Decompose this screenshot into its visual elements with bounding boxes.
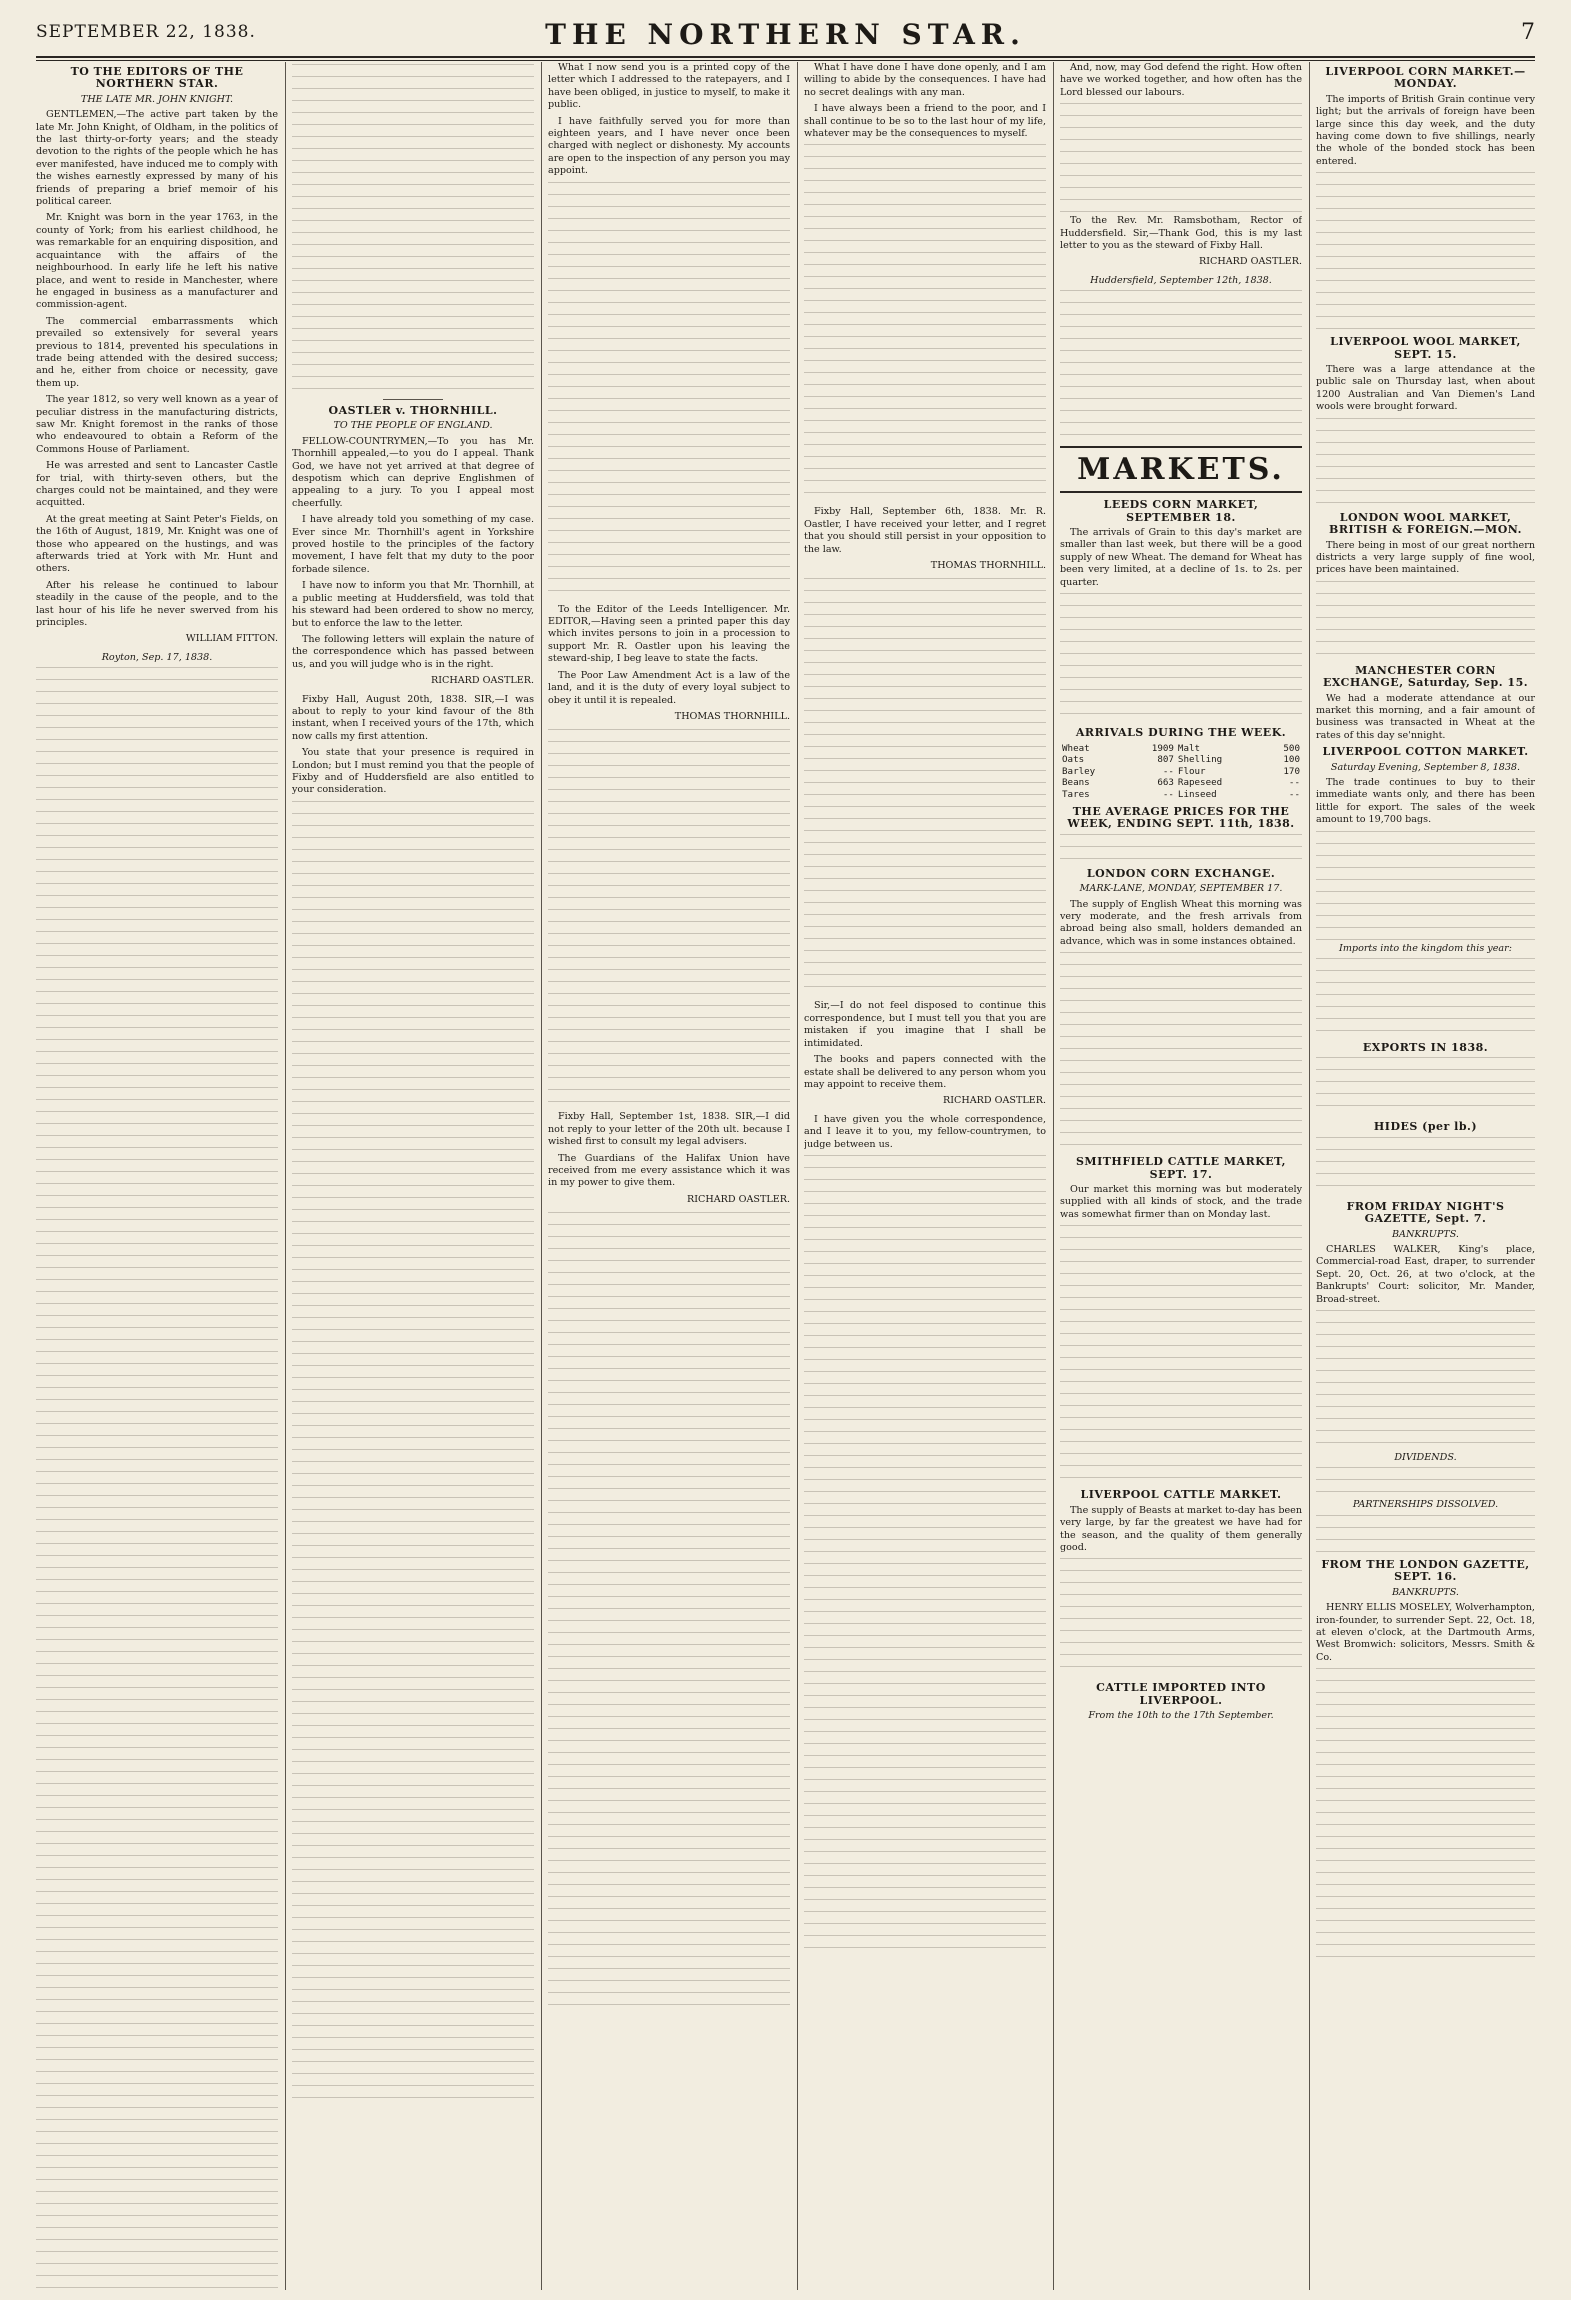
section-heading: LIVERPOOL CORN MARKET.—MONDAY. [1325, 65, 1526, 91]
body-text-block [1316, 172, 1535, 332]
paragraph: CHARLES WALKER, King's place, Commercial-road East, draper, to surrender Sept. 20, Oct. 26, at two o'clock, at the Bankrupts' Court: solicitor, Mr. Mander, Broad-street. [1316, 1244, 1535, 1305]
paragraph: Fixby Hall, August 20th, 1838. SIR,—I was about to reply to your kind favour of the 8th instant, when I received yours of the 17th, which now calls my first attention. [292, 693, 534, 742]
paragraph: Sir,—I do not feel disposed to continue this correspondence, but I must tell you that you are mistaken if you imagine that I shall be intimidated. [804, 1000, 1046, 1049]
dateline: Royton, Sep. 17, 1838. [101, 651, 213, 663]
paragraph: Fixby Hall, September 1st, 1838. SIR,—I did not reply to your letter of the 20th ult. because I wished first to consult my legal advisers. [548, 1111, 790, 1148]
paragraph: The following letters will explain the nature of the correspondence which has passed between us, and you will judge who is in the right. [292, 633, 534, 670]
paragraph: And, now, may God defend the right. How often have we worked together, and how often has the Lord blessed our labours. [1060, 62, 1302, 98]
price-list [1316, 1057, 1535, 1117]
price-list [1316, 958, 1535, 1038]
paragraph: We had a moderate attendance at our market this morning, and a fair amount of business was transacted in Wheat at the rates of this day se'nnight. [1316, 692, 1535, 741]
body-text-block [804, 1155, 1046, 1955]
section-heading: EXPORTS IN 1838. [1362, 1041, 1489, 1054]
signature: RICHARD OASTLER. [1198, 256, 1302, 268]
section-subheading: Saturday Evening, September 8, 1838. [1330, 761, 1521, 773]
arrivals-table: Wheat 1909 Malt 500 Oats 807 Shelling 100 Barley -- Flour 170 Beans 663 Rapeseed -- Tares -- Linseed -- [1062, 742, 1300, 800]
body-text-block [1060, 290, 1302, 440]
paragraph: The Poor Law Amendment Act is a law of the land, and it is the duty of every loyal subject to obey it until it is repealed. [548, 669, 790, 706]
section-heading: LIVERPOOL COTTON MARKET. [1322, 745, 1529, 759]
body-text-block [292, 64, 534, 394]
body-text-block [1316, 418, 1535, 508]
price-list [1316, 1137, 1535, 1197]
paragraph: Mr. Knight was born in the year 1763, in the county of York; from his earliest childhood, he was remarkable for an enquiring disposition, and acquaintance with the affairs of the neighbourhood. In early life he left his native place, and went to reside in Manchester, where he engaged in business as a manufacturer and commission-agent. [36, 212, 278, 311]
section-heading: SMITHFIELD CATTLE MARKET, SEPT. 17. [1075, 1155, 1286, 1181]
column-4 [804, 62, 1046, 2290]
paragraph: The arrivals of Grain to this day's market are smaller than last week, but there will be a good supply of new Wheat. The demand for Wheat has been very limited, at a decline of 1s. to 2s. per quarter. [1060, 527, 1302, 588]
paragraph: The imports of British Grain continue very light; but the arrivals of foreign have been large since this day week, and the duty having come down to five shillings, nearly the whole of the bonded stock has been entered. [1316, 93, 1535, 167]
price-list [1316, 831, 1535, 941]
section-heading: FROM THE LONDON GAZETTE, SEPT. 16. [1321, 1557, 1530, 1584]
paragraph: To the Rev. Mr. Ramsbotham, Rector of Huddersfield. Sir,—Thank God, this is my last letter to you as the steward of Fixby Hall. [1060, 215, 1302, 252]
letter-heading: TO THE EDITORS OF THE NORTHERN STAR. [70, 65, 244, 91]
signature: RICHARD OASTLER. [430, 675, 534, 687]
body-text-block [804, 144, 1046, 504]
section-heading: CATTLE IMPORTED INTO LIVERPOOL. [1096, 1681, 1266, 1707]
paragraph: The trade continues to buy to their immediate wants only, and there has been little for export. The sales of the week amount to 19,700 bags. [1316, 776, 1535, 826]
paragraph: I have always been a friend to the poor, and I shall continue to be so to the last hour of my life, whatever may be the consequences to myself. [804, 103, 1046, 140]
markets-heading: MARKETS. [1060, 446, 1302, 493]
column-2 [292, 62, 534, 2290]
section-heading: LONDON WOOL MARKET, BRITISH & FOREIGN.—MON. [1329, 510, 1522, 537]
body-text-block [548, 729, 790, 1109]
paragraph: There being in most of our great northern districts a very large supply of fine wool, prices have been maintained. [1316, 539, 1535, 576]
page-number: 7 [1521, 20, 1535, 45]
columns [36, 62, 1535, 2290]
paragraph: The Guardians of the Halifax Union have received from me every assistance which it was in my power to give them. [548, 1152, 790, 1189]
paragraph: Our market this morning was but moderately supplied with all kinds of stock, and the trade was somewhat firmer than on Monday last. [1060, 1184, 1302, 1220]
paragraph: After his release he continued to labour steadily in the cause of the people, and to the last hour of his life he never swerved from his principles. [36, 579, 278, 629]
section-subheading: Imports into the kingdom this year: [1339, 942, 1512, 954]
dateline: Huddersfield, September 12th, 1838. [1090, 274, 1272, 286]
column-5 [1060, 62, 1302, 2290]
body-text-block [1060, 103, 1302, 213]
letter-subheading: TO THE PEOPLE OF ENGLAND. [333, 420, 493, 432]
paragraph: The supply of English Wheat this morning was very moderate, and the fresh arrivals from abroad being also small, holders demanded an advance, which was in some instances obtained. [1060, 898, 1302, 947]
section-heading: MANCHESTER CORN EXCHANGE, Saturday, Sep. 15. [1322, 663, 1529, 690]
body-text-block [292, 801, 534, 2101]
price-list [1060, 593, 1302, 723]
paragraph: The supply of Beasts at market to-day has been very large, by far the greatest we have had for the season, and the quality of them generally good. [1060, 1504, 1302, 1553]
paragraph: There was a large attendance at the public sale on Thursday last, when about 1200 Australian and Van Diemen's Land wools were brought forward. [1316, 364, 1535, 413]
column-3 [548, 62, 790, 2290]
letter-subheading: THE LATE MR. JOHN KNIGHT. [80, 93, 234, 105]
body-text-block [1316, 1467, 1535, 1497]
section-heading: LEEDS CORN MARKET, SEPTEMBER 18. [1103, 498, 1259, 524]
body-text-block [1316, 1515, 1535, 1555]
section-heading: ARRIVALS DURING THE WEEK. [1075, 726, 1287, 740]
paragraph: I have faithfully served you for more than eighteen years, and I have never once been charged with neglect or dishonesty. My accounts are open to the inspection of any person you may appoint. [548, 115, 790, 177]
column-1 [36, 62, 278, 2290]
signature: THOMAS THORNHILL. [674, 710, 790, 722]
paragraph: HENRY ELLIS MOSELEY, Wolverhampton, iron-founder, to surrender Sept. 22, Oct. 18, at eleven o'clock, at the Dartmouth Arms, West Bromwich: solicitors, Messrs. Smith & Co. [1316, 1602, 1535, 1663]
paragraph: You state that your presence is required in London; but I must remind you that the people of Fixby and of Huddersfield are also entitled to your consideration. [292, 747, 534, 796]
letter-heading: OASTLER v. THORNHILL. [328, 404, 498, 417]
masthead [36, 14, 1535, 58]
body-text-block [1316, 1668, 1535, 1968]
paragraph: The books and papers connected with the estate shall be delivered to any person whom you may appoint to receive them. [804, 1054, 1046, 1090]
paragraph: I have now to inform you that Mr. Thornhill, at a public meeting at Huddersfield, was told that his steward had been ordered to show no mercy, but to enforce the law to the letter. [292, 580, 534, 629]
body-text-block [36, 667, 278, 2290]
paragraph: At the great meeting at Saint Peter's Fields, on the 16th of August, 1819, Mr. Knight was one of those who appeared on the hustings, and was afterwards tried at York with Mr. Hunt and others. [36, 513, 278, 575]
section-heading: LIVERPOOL CATTLE MARKET. [1080, 1488, 1282, 1502]
body-text-block [1316, 581, 1535, 661]
body-text-block [1060, 952, 1302, 1152]
paragraph: What I now send you is a printed copy of the letter which I addressed to the ratepayers, and I have been obliged, in justice to myself, to make it public. [548, 62, 790, 111]
body-text-block [548, 1212, 790, 2012]
paragraph: To the Editor of the Leeds Intelligencer. Mr. EDITOR,—Having seen a printed paper this day which invites persons to join in a procession to support Mr. R. Oastler upon his leaving the steward-ship, I beg leave to state the facts. [548, 603, 790, 665]
section-subheading: DIVIDENDS. [1394, 1452, 1457, 1464]
body-text-block [548, 182, 790, 602]
section-subheading: From the 10th to the 17th September. [1088, 1710, 1274, 1722]
paragraph: Fixby Hall, September 6th, 1838. Mr. R. Oastler, I have received your letter, and I regret that you should still persist in your opposition to the law. [804, 506, 1046, 555]
section-heading: FROM FRIDAY NIGHT'S GAZETTE, Sept. 7. [1346, 1199, 1505, 1226]
newspaper-title: THE NORTHERN STAR. [545, 18, 1026, 51]
section-subheading: MARK-LANE, MONDAY, SEPTEMBER 17. [1079, 883, 1283, 895]
signature: THOMAS THORNHILL. [930, 560, 1046, 572]
paragraph: The commercial embarrassments which prevailed so extensively for several years previous to 1814, prevented his speculations in trade being attended with the desired success; and he, either from choice or necessity, gave them up. [36, 315, 278, 389]
section-subheading: BANKRUPTS. [1392, 1228, 1459, 1240]
paragraph: I have given you the whole correspondence, and I leave it to you, my fellow-countrymen, to judge between us. [804, 1113, 1046, 1150]
body-text-block [804, 578, 1046, 998]
signature: RICHARD OASTLER. [942, 1095, 1046, 1107]
column-6 [1316, 62, 1535, 2290]
paragraph: What I have done I have done openly, and I am willing to abide by the consequences. I have had no secret dealings with any man. [804, 62, 1046, 98]
issue-date: SEPTEMBER 22, 1838. [36, 22, 256, 42]
section-heading: LIVERPOOL WOOL MARKET, SEPT. 15. [1330, 335, 1521, 361]
section-heading: THE AVERAGE PRICES FOR THE WEEK, ENDING SEPT. 11th, 1838. [1067, 805, 1295, 831]
price-list [1060, 834, 1302, 864]
signature: RICHARD OASTLER. [686, 1193, 790, 1205]
paragraph: The year 1812, so very well known as a year of peculiar distress in the manufacturing districts, saw Mr. Knight foremost in the ranks of those who endeavoured to obtain a Reform of the Commons House of Parliament. [36, 394, 278, 455]
signature: WILLIAM FITTON. [185, 633, 278, 645]
section-subheading: PARTNERSHIPS DISSOLVED. [1352, 1499, 1499, 1511]
paragraph: I have already told you something of my case. Ever since Mr. Thornhill's agent in Yorkshire proved hostile to the principles of the factory movement, I have felt that my duty to the poor forbade silence. [292, 514, 534, 575]
body-text-block [1060, 1225, 1302, 1485]
section-subheading: BANKRUPTS. [1392, 1586, 1459, 1598]
paragraph: He was arrested and sent to Lancaster Castle for trial, with thirty-seven others, but the charges could not be maintained, and they were acquitted. [36, 460, 278, 509]
body-text-block [1060, 1558, 1302, 1678]
section-heading: LONDON CORN EXCHANGE. [1086, 866, 1276, 880]
paragraph: GENTLEMEN,—The active part taken by the late Mr. John Knight, of Oldham, in the politics of the last thirty-or-forty years; and the steady devotion to the rights of the people which he has ever manifested, have induced me to comply with the wishes earnestly expressed by many of his friends of preparing a brief memoir of his political career. [36, 109, 278, 208]
section-heading: HIDES (per lb.) [1373, 1120, 1478, 1134]
paragraph: FELLOW-COUNTRYMEN,—To you has Mr. Thornhill appealed,—to you do I appeal. Thank God, we have not yet arrived at that degree of despotism which can deprive Englishmen of appealing to a jury. To you I appeal most cheerfully. [292, 435, 534, 509]
body-text-block [1316, 1310, 1535, 1450]
